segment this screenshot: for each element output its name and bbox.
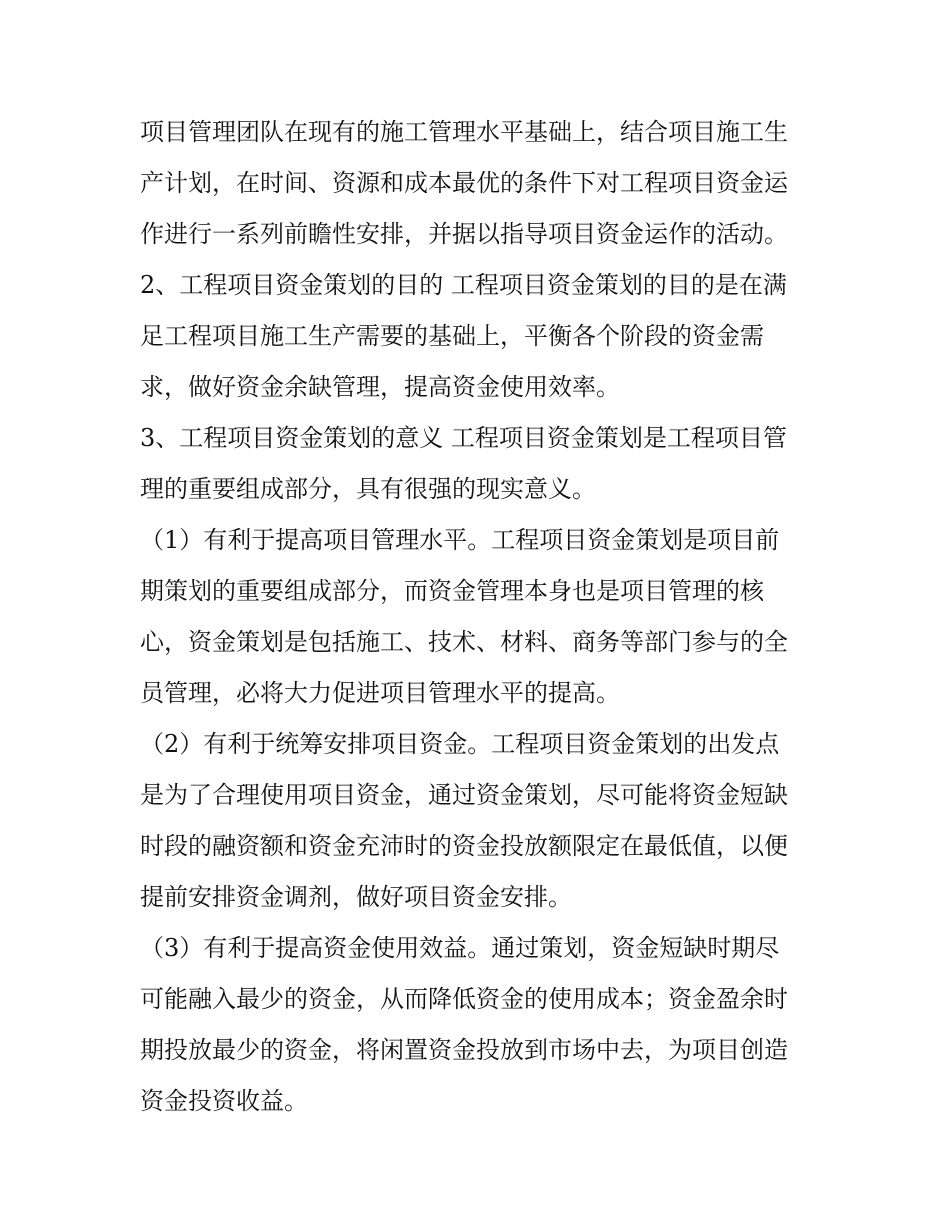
text-line: 2、工程项目资金策划的目的 工程项目资金策划的目的是在满 [140, 271, 787, 299]
text-line: （1）有利于提高项目管理水平。工程项目资金策划是项目前 [140, 526, 780, 554]
paragraph-intro [140, 107, 820, 260]
paragraph-point-1 [140, 515, 820, 719]
text-line: 期策划的重要组成部分，而资金管理本身也是项目管理的核 [140, 577, 764, 605]
text-line: 3、工程项目资金策划的意义 工程项目资金策划是工程项目管 [140, 424, 787, 452]
paragraph-significance [140, 413, 820, 515]
text-line: 作进行一系列前瞻性安排，并据以指导项目资金运作的活动。 [140, 220, 788, 248]
text-line: 理的重要组成部分，具有很强的现实意义。 [140, 475, 596, 503]
text-line: 心，资金策划是包括施工、技术、材料、商务等部门参与的全 [140, 628, 788, 656]
text-line: 项目管理团队在现有的施工管理水平基础上，结合项目施工生 [140, 118, 788, 146]
text-line: 员管理，必将大力促进项目管理水平的提高。 [140, 679, 620, 707]
text-line: （2）有利于统筹安排项目资金。工程项目资金策划的出发点 [140, 730, 780, 758]
text-line: 时段的融资额和资金充沛时的资金投放额限定在最低值，以便 [140, 832, 788, 860]
document-body [140, 107, 820, 1127]
text-line: 求，做好资金余缺管理，提高资金使用效率。 [140, 373, 620, 401]
paragraph-point-3 [140, 923, 820, 1127]
paragraph-purpose [140, 260, 820, 413]
text-line: （3）有利于提高资金使用效益。通过策划，资金短缺时期尽 [140, 934, 780, 962]
text-line: 期投放最少的资金，将闲置资金投放到市场中去，为项目创造 [140, 1036, 788, 1064]
paragraph-point-2 [140, 719, 820, 923]
text-line: 资金投资收益。 [140, 1087, 308, 1115]
text-line: 是为了合理使用项目资金，通过资金策划，尽可能将资金短缺 [140, 781, 788, 809]
text-line: 产计划，在时间、资源和成本最优的条件下对工程项目资金运 [140, 169, 788, 197]
text-line: 足工程项目施工生产需要的基础上，平衡各个阶段的资金需 [140, 322, 764, 350]
text-line: 提前安排资金调剂，做好项目资金安排。 [140, 883, 572, 911]
text-line: 可能融入最少的资金，从而降低资金的使用成本；资金盈余时 [140, 985, 788, 1013]
